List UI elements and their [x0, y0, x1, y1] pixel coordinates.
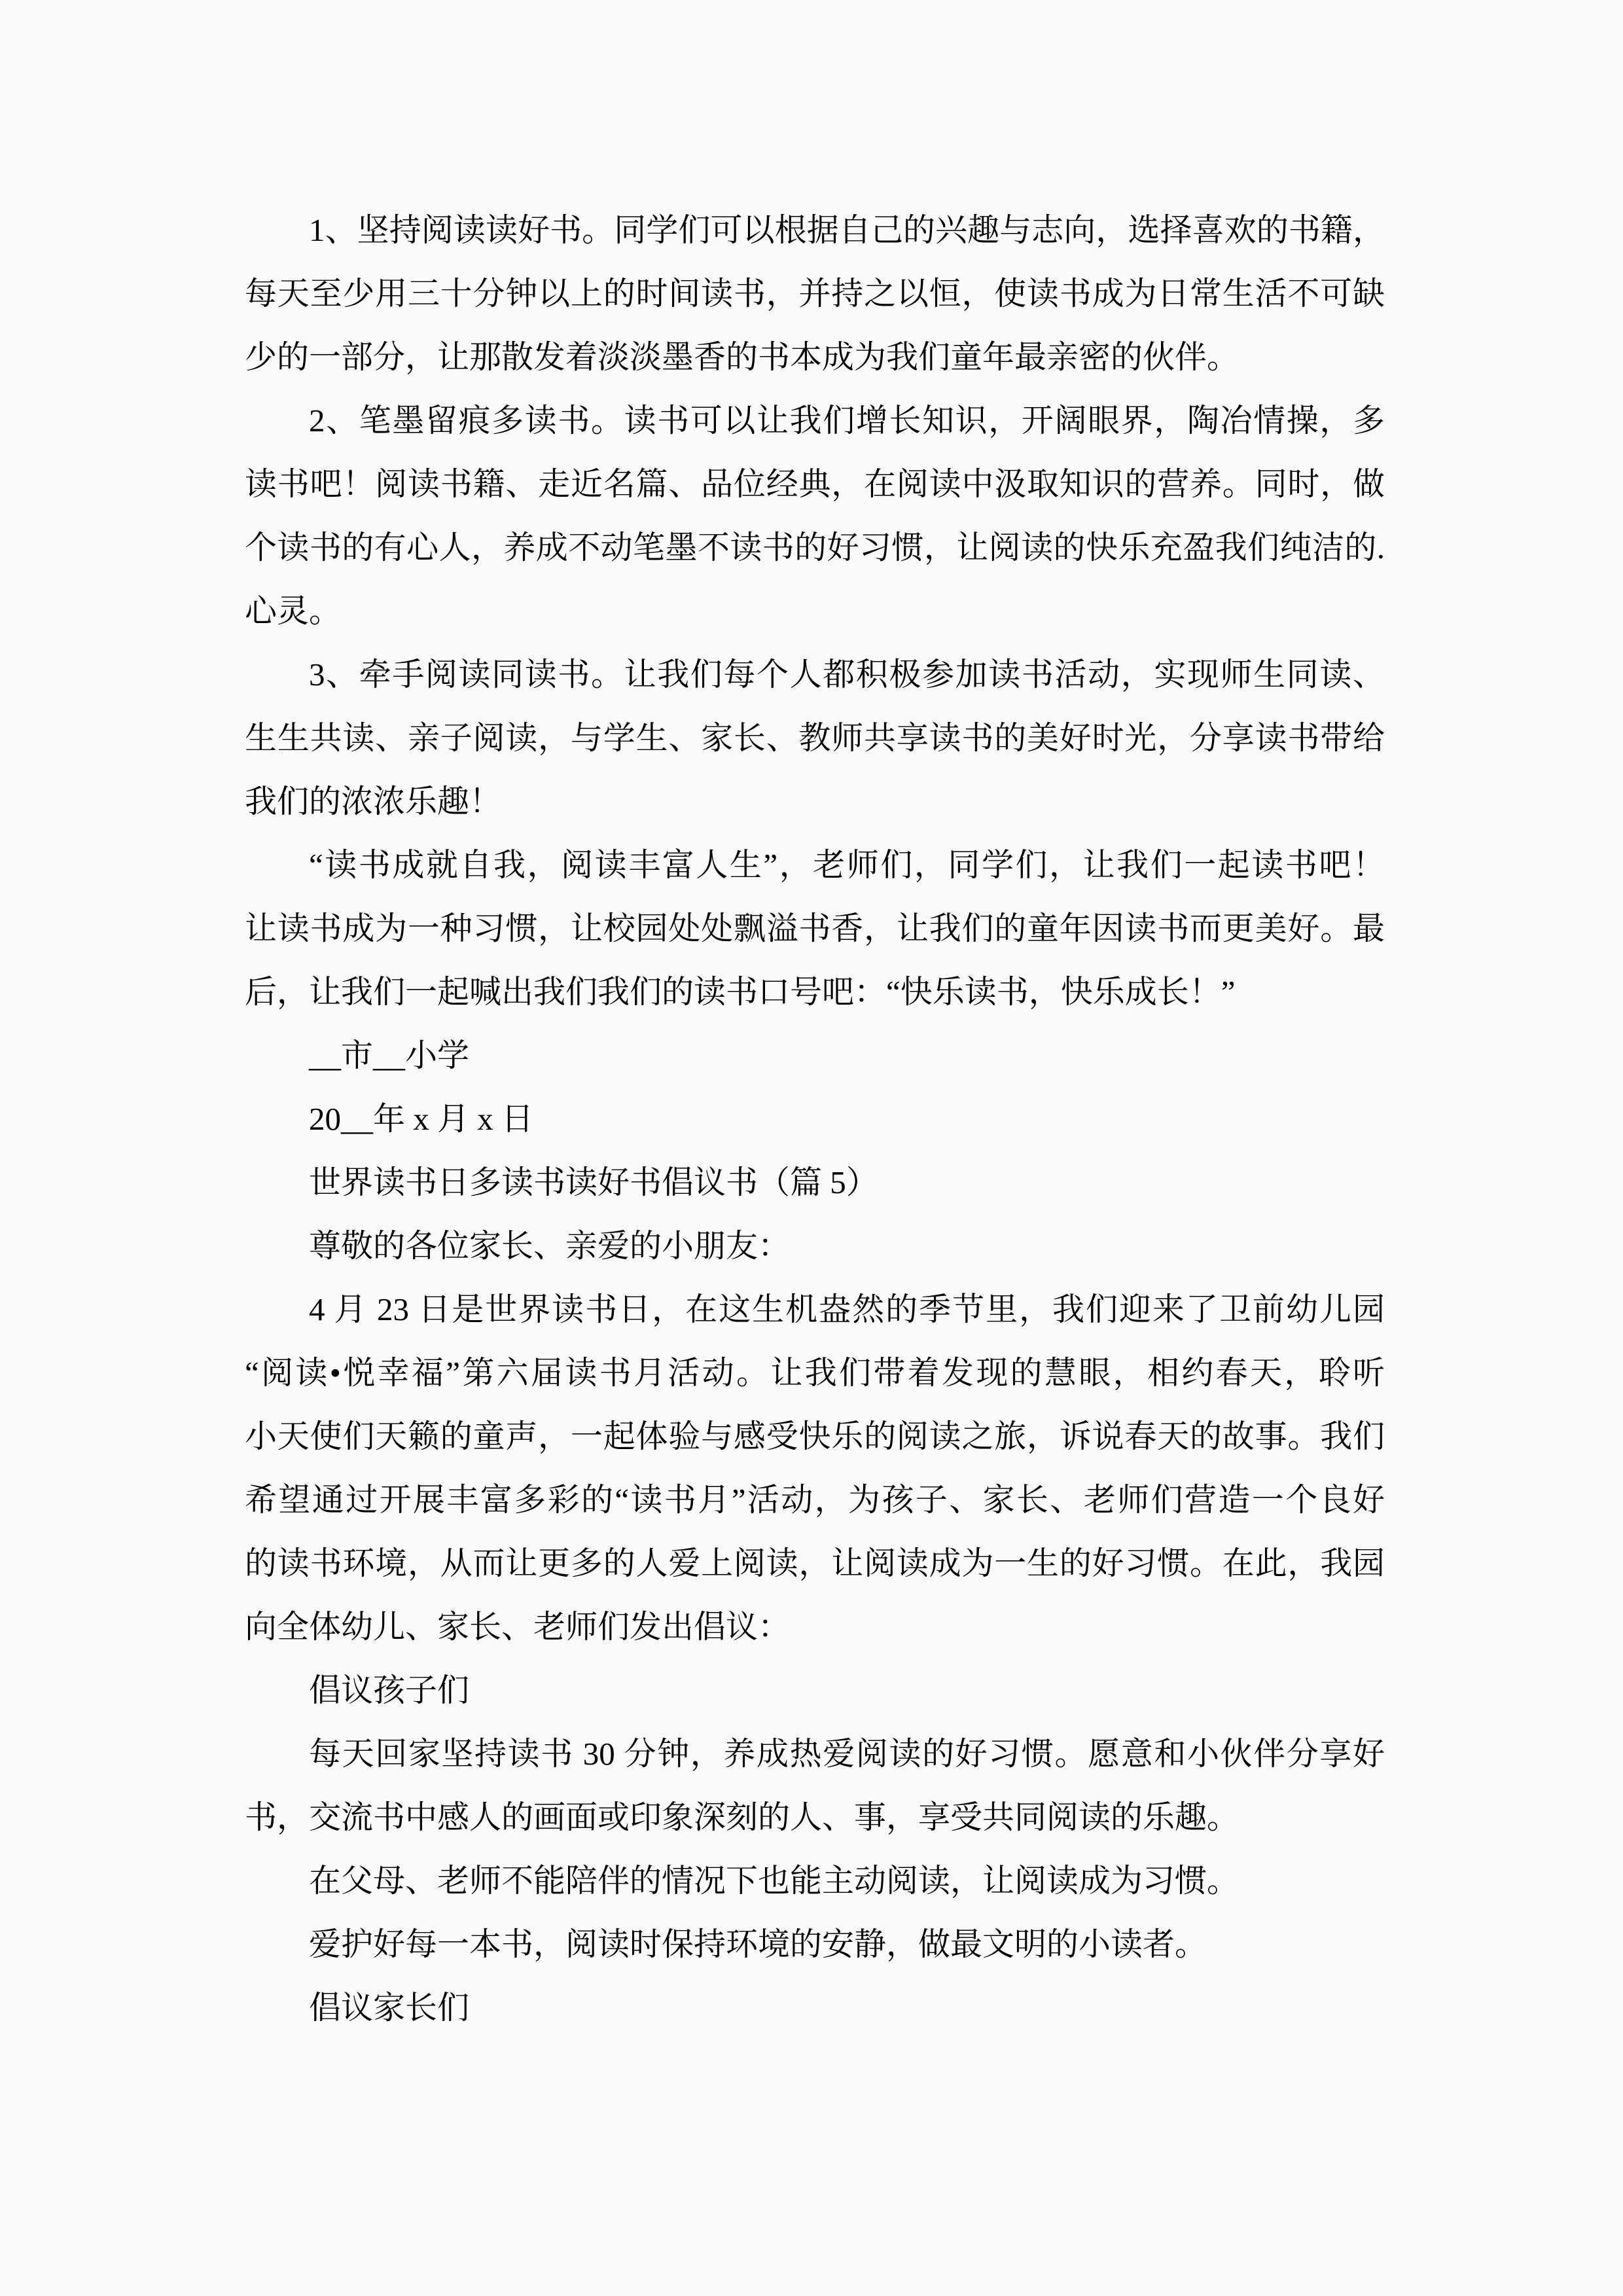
text-line: 读书吧！阅读书籍、走近名篇、品位经典，在阅读中汲取知识的营养。同时，做	[245, 466, 1385, 502]
text-line: 个读书的有心人，养成不动笔墨不读书的好习惯，让阅读的快乐充盈我们纯洁的.	[245, 529, 1385, 565]
text-line: 4 月 23 日是世界读书日，在这生机盎然的季节里，我们迎来了卫前幼儿园	[309, 1291, 1385, 1327]
text-line-school-blank: __市__小学	[309, 1037, 470, 1073]
text-line: 向全体幼儿、家长、老师们发出倡议：	[245, 1609, 791, 1645]
document-body-text	[245, 198, 1385, 2039]
text-line: 小天使们天籁的童声，一起体验与感受快乐的阅读之旅，诉说春天的故事。我们	[245, 1418, 1385, 1454]
text-line: 在父母、老师不能陪伴的情况下也能主动阅读，让阅读成为习惯。	[309, 1863, 1240, 1899]
text-line: 3、牵手阅读同读书。让我们每个人都积极参加读书活动，实现师生同读、	[309, 656, 1385, 692]
text-line: “阅读•悦幸福”第六届读书月活动。让我们带着发现的慧眼，相约春天，聆听	[245, 1355, 1385, 1391]
text-line: 生生共读、亲子阅读，与学生、家长、教师共享读书的美好时光，分享读书带给	[245, 720, 1385, 756]
text-line-subheading-parents: 倡议家长们	[309, 1990, 470, 2026]
text-line-section-title: 世界读书日多读书读好书倡议书（篇 5）	[309, 1164, 878, 1200]
text-line-date-blank: 20__年 x 月 x 日	[309, 1101, 534, 1137]
text-line: 希望通过开展丰富多彩的“读书月”活动，为孩子、家长、老师们营造一个良好	[245, 1482, 1385, 1518]
text-line: 爱护好每一本书，阅读时保持环境的安静，做最文明的小读者。	[309, 1926, 1207, 1962]
text-line: 2、笔墨留痕多读书。读书可以让我们增长知识，开阔眼界，陶冶情操，多	[309, 403, 1385, 439]
text-line-salutation: 尊敬的各位家长、亲爱的小朋友：	[309, 1228, 791, 1264]
text-line: 让读书成为一种习惯，让校园处处飘溢书香，让我们的童年因读书而更美好。最	[245, 910, 1385, 946]
text-line: 的读书环境，从而让更多的人爱上阅读，让阅读成为一生的好习惯。在此，我园	[245, 1545, 1385, 1581]
text-line: 我们的浓浓乐趣！	[245, 783, 502, 819]
text-line: “读书成就自我，阅读丰富人生”，老师们，同学们，让我们一起读书吧！	[309, 847, 1385, 883]
text-line: 1、坚持阅读读好书。同学们可以根据自己的兴趣与志向，选择喜欢的书籍，	[309, 212, 1385, 248]
text-line: 少的一部分，让那散发着淡淡墨香的书本成为我们童年最亲密的伙伴。	[245, 339, 1240, 375]
text-line: 每天回家坚持读书 30 分钟，养成热爱阅读的好习惯。愿意和小伙伴分享好	[309, 1736, 1385, 1772]
text-line: 每天至少用三十分钟以上的时间读书，并持之以恒，使读书成为日常生活不可缺	[245, 276, 1385, 312]
text-line: 心灵。	[245, 593, 342, 629]
text-line: 书，交流书中感人的画面或印象深刻的人、事，享受共同阅读的乐趣。	[245, 1799, 1240, 1835]
text-line-subheading-children: 倡议孩子们	[309, 1672, 470, 1708]
text-line: 后，让我们一起喊出我们我们的读书口号吧：“快乐读书，快乐成长！”	[245, 974, 1236, 1010]
